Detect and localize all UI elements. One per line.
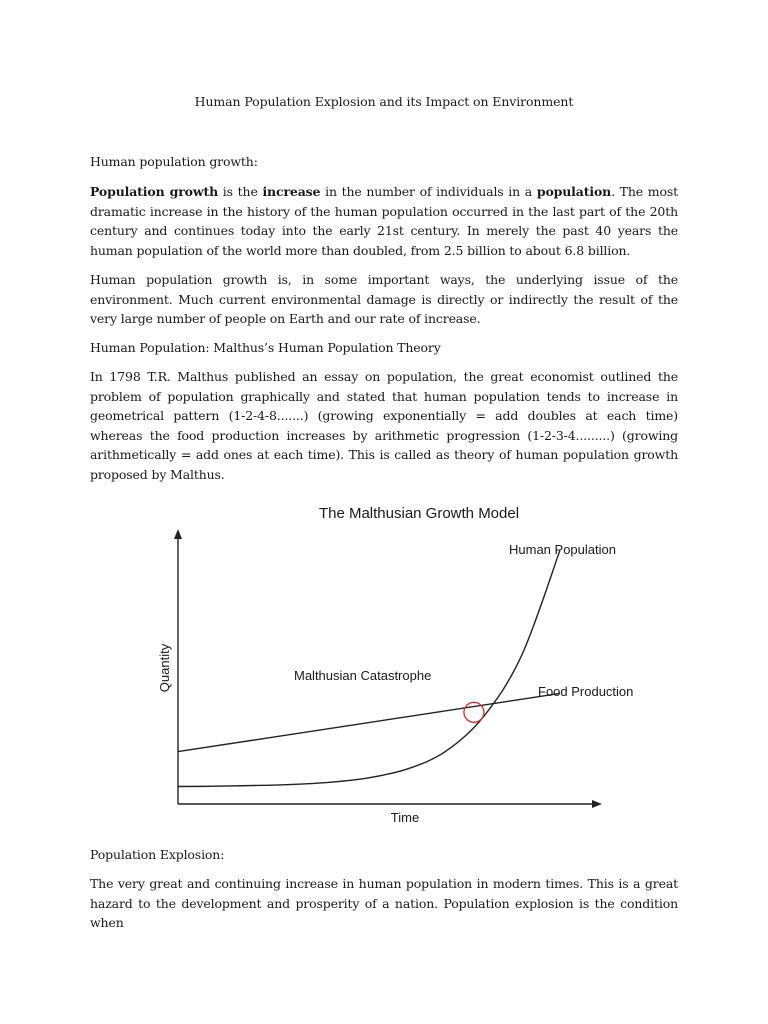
heading-population-explosion: Population Explosion:	[90, 847, 225, 862]
heading-malthus-theory: Human Population: Malthus’s Human Population Theory	[90, 340, 441, 355]
p1-text-a: is the	[218, 184, 263, 199]
paragraph-environment-issue: Human population growth is, in some important ways, the underlying issue of the environment. Much current environmental damage is directly or indirectly the result of the very large number of people on Earth and our rate of increase.	[90, 272, 678, 326]
paragraph-population-explosion: The very great and continuing increase in human population in modern times. This is a great hazard to the development and prosperity of a nation. Population explosion is the condition when	[90, 876, 678, 930]
p1-text-c: . The most dramatic increase in the history of the human population occurred in the last part of the 20th century and continues today into the early 21st century. In merely the past 40 years the human population of the world more than doubled, from 2.5 billion to about 6.8 billion.	[90, 184, 678, 258]
chart-svg	[88, 497, 680, 835]
y-axis-label: Quantity	[157, 643, 172, 693]
heading-population-growth: Human population growth:	[90, 154, 258, 169]
legend-food-production: Food Production	[538, 684, 634, 699]
term-population: population	[536, 184, 612, 199]
chart-title: The Malthusian Growth Model	[318, 505, 520, 522]
paragraph-malthus: In 1798 T.R. Malthus published an essay on population, the great economist outlined the problem of population graphically and stated that human population tends to increase in geometrical pattern (1-2-4-8.......) (growing exponentially = add doubles at each time) whereas the food production increases by arithmetic progression (1-2-3-4.........) (growing arithmetically = add ones at each time). This is called as theory of human population growth proposed by Malthus.	[90, 369, 678, 482]
p1-text-b: in the number of individuals in a	[320, 184, 537, 199]
term-increase: increase	[262, 184, 321, 199]
legend-human-population: Human Population	[509, 542, 616, 557]
paragraph-population-growth	[90, 182, 678, 260]
x-axis-label: Time	[390, 810, 420, 825]
malthusian-growth-chart	[88, 497, 680, 835]
document-title: Human Population Explosion and its Impact on Environment	[194, 94, 574, 109]
term-population-growth: Population growth	[90, 184, 219, 199]
annotation-malthusian-catastrophe: Malthusian Catastrophe	[294, 668, 432, 683]
